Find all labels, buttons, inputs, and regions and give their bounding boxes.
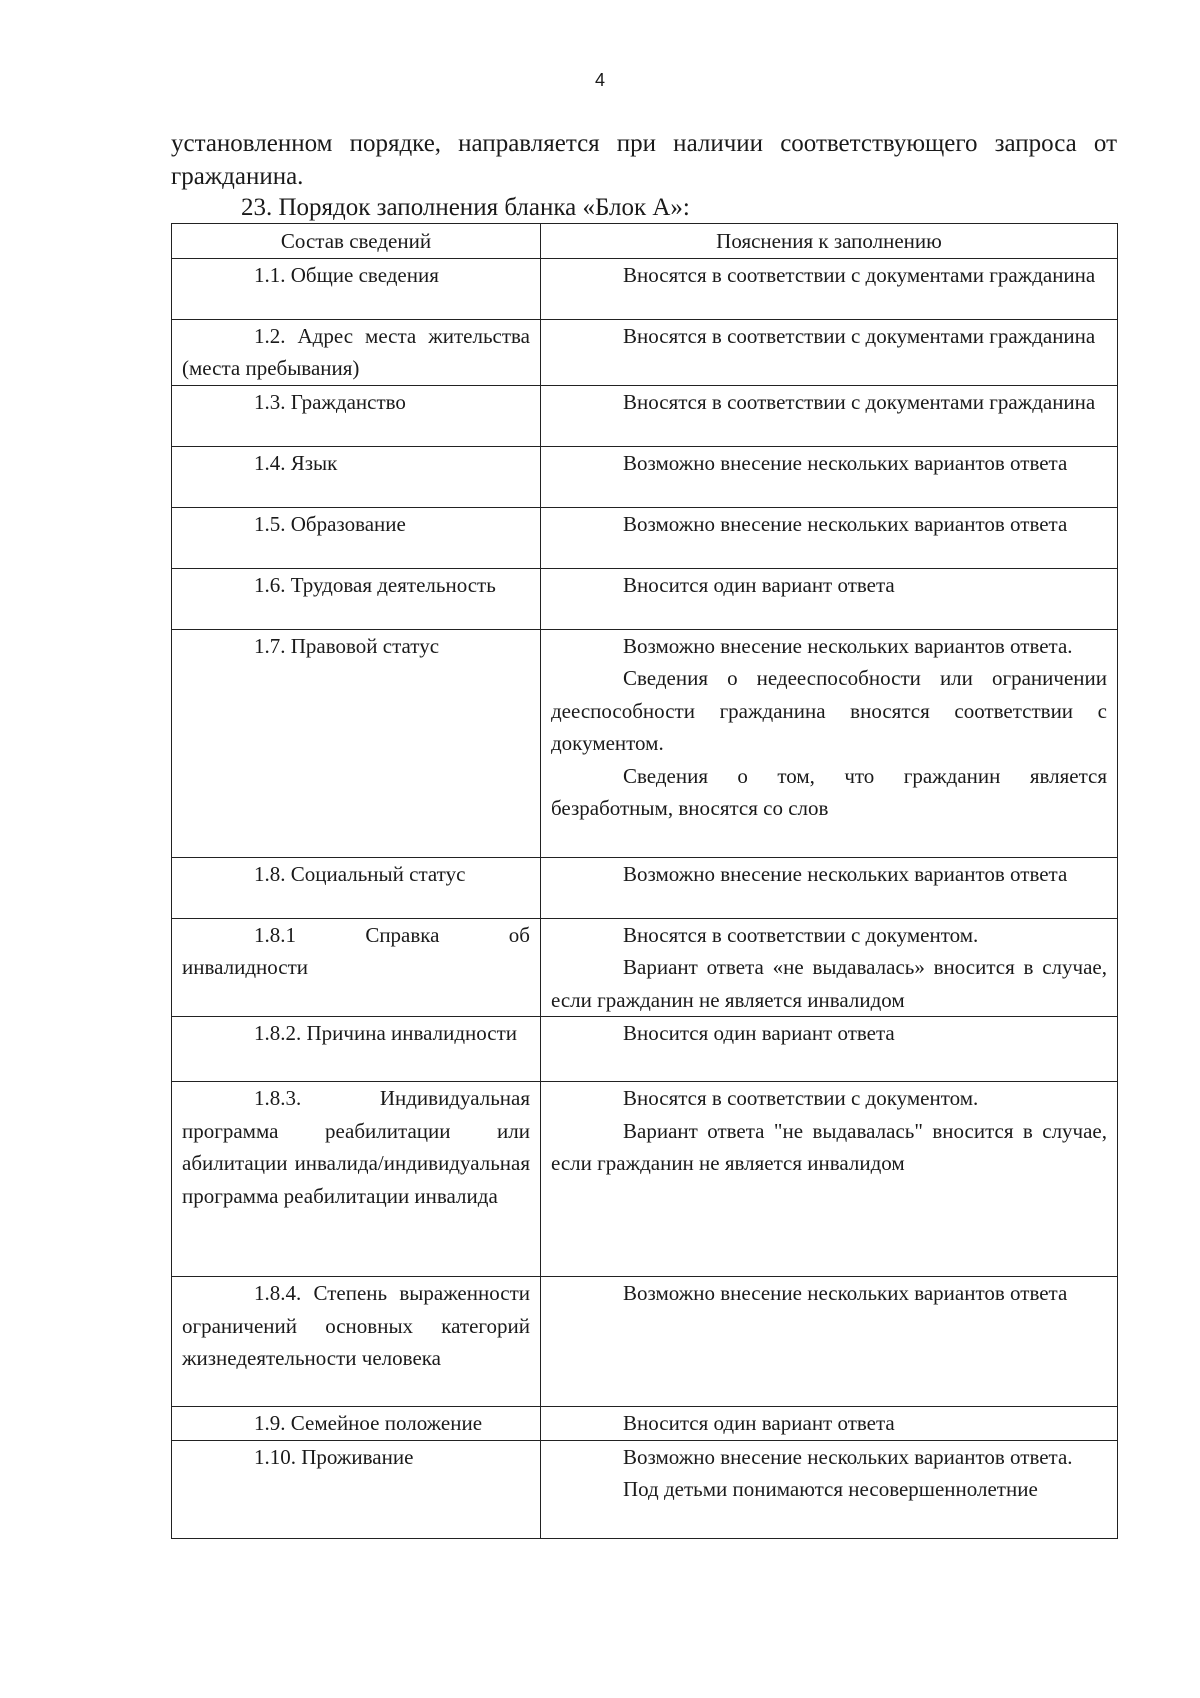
- row-item-label: 1.8. Социальный статус: [254, 861, 466, 886]
- row-item-label: 1.8.4. Степень выраженности ограничений основных категорий жизнедеятельности человека: [182, 1281, 530, 1370]
- row-note: Вносятся в соответствии с документом.: [623, 1086, 979, 1110]
- table-row: [172, 857, 1118, 918]
- table-row: [172, 568, 1118, 629]
- row-item-label: 1.8.3. Индивидуальная программа реабилитации или абилитации инвалида/индивидуальная программа реабилитации инвалида: [182, 1086, 530, 1208]
- table-header-row: [172, 224, 1118, 259]
- table-row: [172, 629, 1118, 857]
- row-item-label: 1.8.1 Справка об инвалидности: [182, 922, 530, 979]
- section-title: 23. Порядок заполнения бланка «Блок А»:: [241, 194, 690, 221]
- table-row: [172, 918, 1118, 1017]
- row-item-label: 1.5. Образование: [254, 511, 406, 536]
- page-number: 4: [594, 70, 605, 90]
- row-note: Вносится один вариант ответа: [623, 572, 895, 597]
- table-row: [172, 385, 1118, 446]
- row-item-label: 1.9. Семейное положение: [254, 1411, 483, 1435]
- table-row: [172, 1017, 1118, 1082]
- row-note: Вносится один вариант ответа: [623, 1411, 895, 1435]
- row-note: Вносится один вариант ответа: [623, 1021, 895, 1045]
- table-row: [172, 507, 1118, 568]
- table-row: [172, 258, 1118, 319]
- row-note: Под детьми понимаются несовершеннолетние: [623, 1477, 1038, 1501]
- row-note: Возможно внесение нескольких вариантов ответа.: [623, 633, 1073, 658]
- row-item-label: 1.2. Адрес места жительства (места пребывания): [182, 323, 530, 380]
- row-item-label: 1.6. Трудовая деятельность: [254, 572, 496, 597]
- row-note: Сведения о том, что гражданин является безработным, вносятся со слов: [551, 763, 1107, 820]
- row-note: Возможно внесение нескольких вариантов ответа: [623, 1281, 1068, 1305]
- fill-instructions-table: [171, 223, 1118, 1539]
- row-note: Возможно внесение нескольких вариантов ответа.: [623, 1444, 1073, 1469]
- row-note: Вариант ответа "не выдавалась" вносится в случае, если гражданин не является инвалидом: [551, 1118, 1107, 1175]
- table-row: [172, 1082, 1118, 1277]
- table-row: [172, 319, 1118, 385]
- row-note: Вариант ответа «не выдавалась» вносится в случае, если гражданин не является инвалидом: [551, 955, 1107, 1012]
- row-note: Возможно внесение нескольких вариантов ответа: [623, 450, 1068, 475]
- table-row: [172, 1277, 1118, 1407]
- table-row: [172, 446, 1118, 507]
- column-header-explanations: Пояснения к заполнению: [541, 224, 1118, 259]
- table-row: [172, 1440, 1118, 1538]
- row-note: Вносятся в соответствии с документами гражданина: [623, 323, 1096, 348]
- row-item-label: 1.8.2. Причина инвалидности: [254, 1021, 518, 1045]
- row-note: Сведения о недееспособности или ограничении дееспособности гражданина вносятся соответствии с документом.: [551, 666, 1107, 755]
- row-note: Вносятся в соответствии с документом.: [623, 922, 979, 947]
- column-header-contents: Состав сведений: [172, 224, 541, 259]
- row-item-label: 1.4. Язык: [254, 450, 338, 475]
- row-item-label: 1.10. Проживание: [254, 1444, 414, 1469]
- row-item-label: 1.1. Общие сведения: [254, 262, 439, 287]
- row-item-label: 1.3. Гражданство: [254, 389, 406, 414]
- row-note: Вносятся в соответствии с документами гражданина: [623, 389, 1096, 414]
- row-note: Вносятся в соответствии с документами гражданина: [623, 262, 1096, 287]
- row-note: Возможно внесение нескольких вариантов ответа: [623, 861, 1068, 886]
- intro-paragraph: установленном порядке, направляется при наличии соответствующего запроса от гражданина.: [171, 130, 1117, 190]
- row-item-label: 1.7. Правовой статус: [254, 633, 440, 658]
- row-note: Возможно внесение нескольких вариантов ответа: [623, 511, 1068, 536]
- table-row: [172, 1407, 1118, 1441]
